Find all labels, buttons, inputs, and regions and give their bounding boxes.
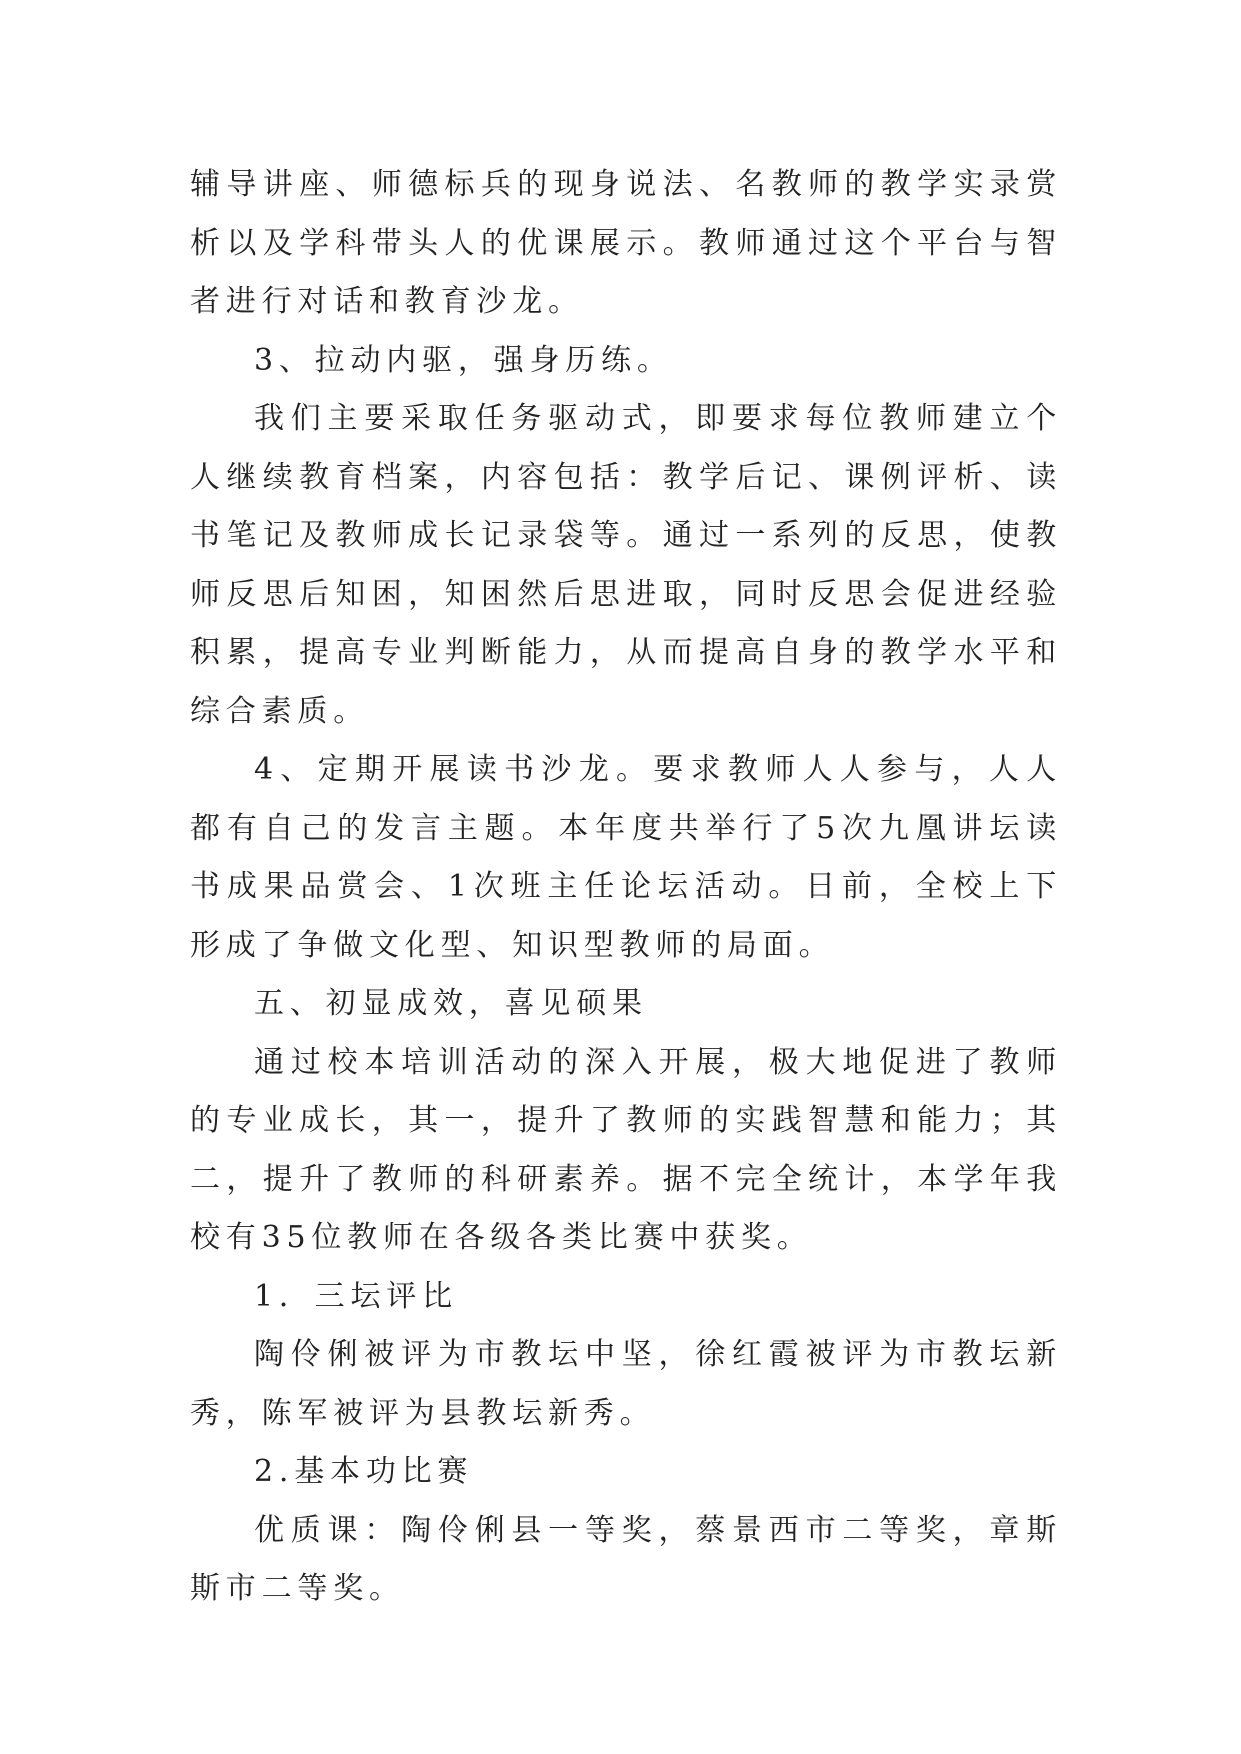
paragraph-task-driven: 我们主要采取任务驱动式，即要求每位教师建立个人继续教育档案，内容包括：教学后记、课例评析、读书笔记及教师成长记录袋等。通过一系列的反思，使教师反思后知困，知困然后思进取，同时反思会促进经验积累，提高专业判断能力，从而提高自身的教学水平和综合素质。 <box>190 401 1062 729</box>
section-heading-results: 五、初显成效，喜见硕果 <box>254 986 648 1021</box>
paragraph-reading-salon: 4、定期开展读书沙龙。要求教师人人参与，人人都有自己的发言主题。本年度共举行了5次九凰讲坛读书成果品赏会、1次班主任论坛活动。日前，全校上下形成了争做文化型、知识型教师的局面。 <box>190 752 1062 963</box>
subheading-three-forums: 1．三坛评比 <box>254 1278 458 1314</box>
document-body <box>190 156 1062 1619</box>
paragraph-heading-3: 3、拉动内驱，强身历练。 <box>254 342 673 378</box>
subheading-basic-skills: 2.基本功比赛 <box>254 1454 474 1489</box>
paragraph-quality-lessons: 优质课：陶伶俐县一等奖，蔡景西市二等奖，章斯斯市二等奖。 <box>190 1512 1062 1606</box>
paragraph-forum-awards: 陶伶俐被评为市教坛中坚，徐红霞被评为市教坛新秀，陈军被评为县教坛新秀。 <box>190 1337 1062 1431</box>
paragraph-lecture-activities: 辅导讲座、师德标兵的现身说法、名教师的教学实录赏析以及学科带头人的优课展示。教师通过这个平台与智者进行对话和教育沙龙。 <box>190 167 1062 319</box>
paragraph-results-summary: 通过校本培训活动的深入开展，极大地促进了教师的专业成长，其一，提升了教师的实践智慧和能力；其二，提升了教师的科研素养。据不完全统计，本学年我校有35位教师在各级各类比赛中获奖。 <box>190 1044 1062 1255</box>
